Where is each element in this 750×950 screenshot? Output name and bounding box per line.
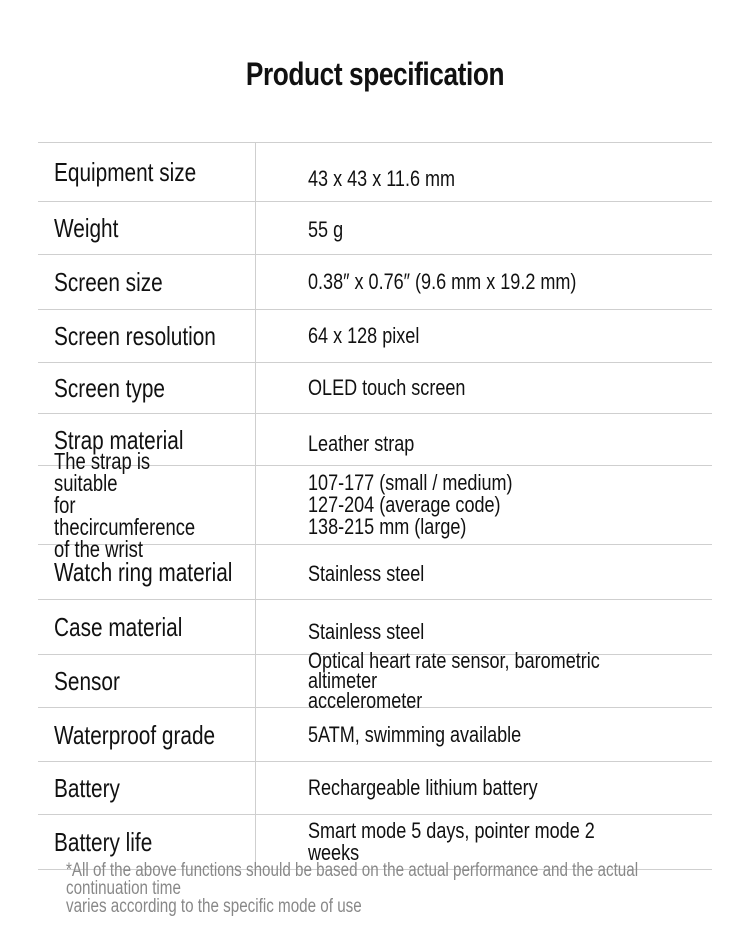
spec-value: Optical heart rate sensor, barometric altimeter accelerometer — [308, 648, 600, 713]
footnote: *All of the above functions should be based on the actual performance and the actual continuation time varies according to the specific mode of use — [66, 860, 639, 917]
spec-row-case-material — [38, 600, 712, 655]
spec-label: Screen type — [38, 363, 256, 413]
spec-label: Watch ring material — [38, 545, 256, 599]
spec-label: Equipment size — [38, 143, 256, 201]
spec-row-wrist-circumference — [38, 448, 712, 562]
spec-value: 55 g — [308, 217, 344, 242]
spec-row-screen-type — [38, 363, 712, 414]
spec-label: Strap material — [38, 414, 256, 465]
spec-label: Battery — [38, 762, 256, 814]
spec-row-watch-ring-material — [38, 545, 712, 600]
spec-value: 43 x 43 x 11.6 mm — [308, 166, 456, 191]
spec-value: 64 x 128 pixel — [308, 323, 420, 348]
spec-label: Weight — [38, 202, 256, 254]
spec-row-equipment-size — [38, 143, 712, 202]
spec-value: Rechargeable lithium battery — [308, 775, 538, 800]
spec-table — [38, 142, 712, 870]
spec-label: Battery life — [38, 815, 256, 869]
spec-row-waterproof-grade — [38, 708, 712, 762]
spec-row-sensor — [38, 648, 712, 713]
spec-label: The strap is suitable for thecircumference of the wrist — [38, 466, 256, 544]
spec-value: 0.38″ x 0.76″ (9.6 mm x 19.2 mm) — [308, 269, 577, 294]
spec-value: 5ATM, swimming available — [308, 721, 522, 747]
spec-label: Screen size — [38, 255, 256, 309]
spec-value: OLED touch screen — [308, 375, 466, 400]
spec-row-battery — [38, 762, 712, 815]
page-title: Product specification — [245, 56, 505, 92]
spec-value: 107-177 (small / medium) 127-204 (average code) 138-215 mm (large) — [308, 470, 513, 539]
spec-value: Leather strap — [308, 430, 415, 456]
spec-label: Sensor — [38, 655, 256, 707]
spec-value: Stainless steel — [308, 619, 425, 644]
spec-label: Case material — [38, 600, 256, 654]
spec-value: Smart mode 5 days, pointer mode 2 weeks — [308, 818, 595, 865]
spec-label: Waterproof grade — [38, 708, 256, 761]
spec-label: Screen resolution — [38, 310, 256, 362]
spec-value: Stainless steel — [308, 561, 425, 586]
spec-row-screen-size — [38, 255, 712, 310]
spec-row-weight — [38, 202, 712, 255]
spec-row-screen-resolution — [38, 310, 712, 363]
